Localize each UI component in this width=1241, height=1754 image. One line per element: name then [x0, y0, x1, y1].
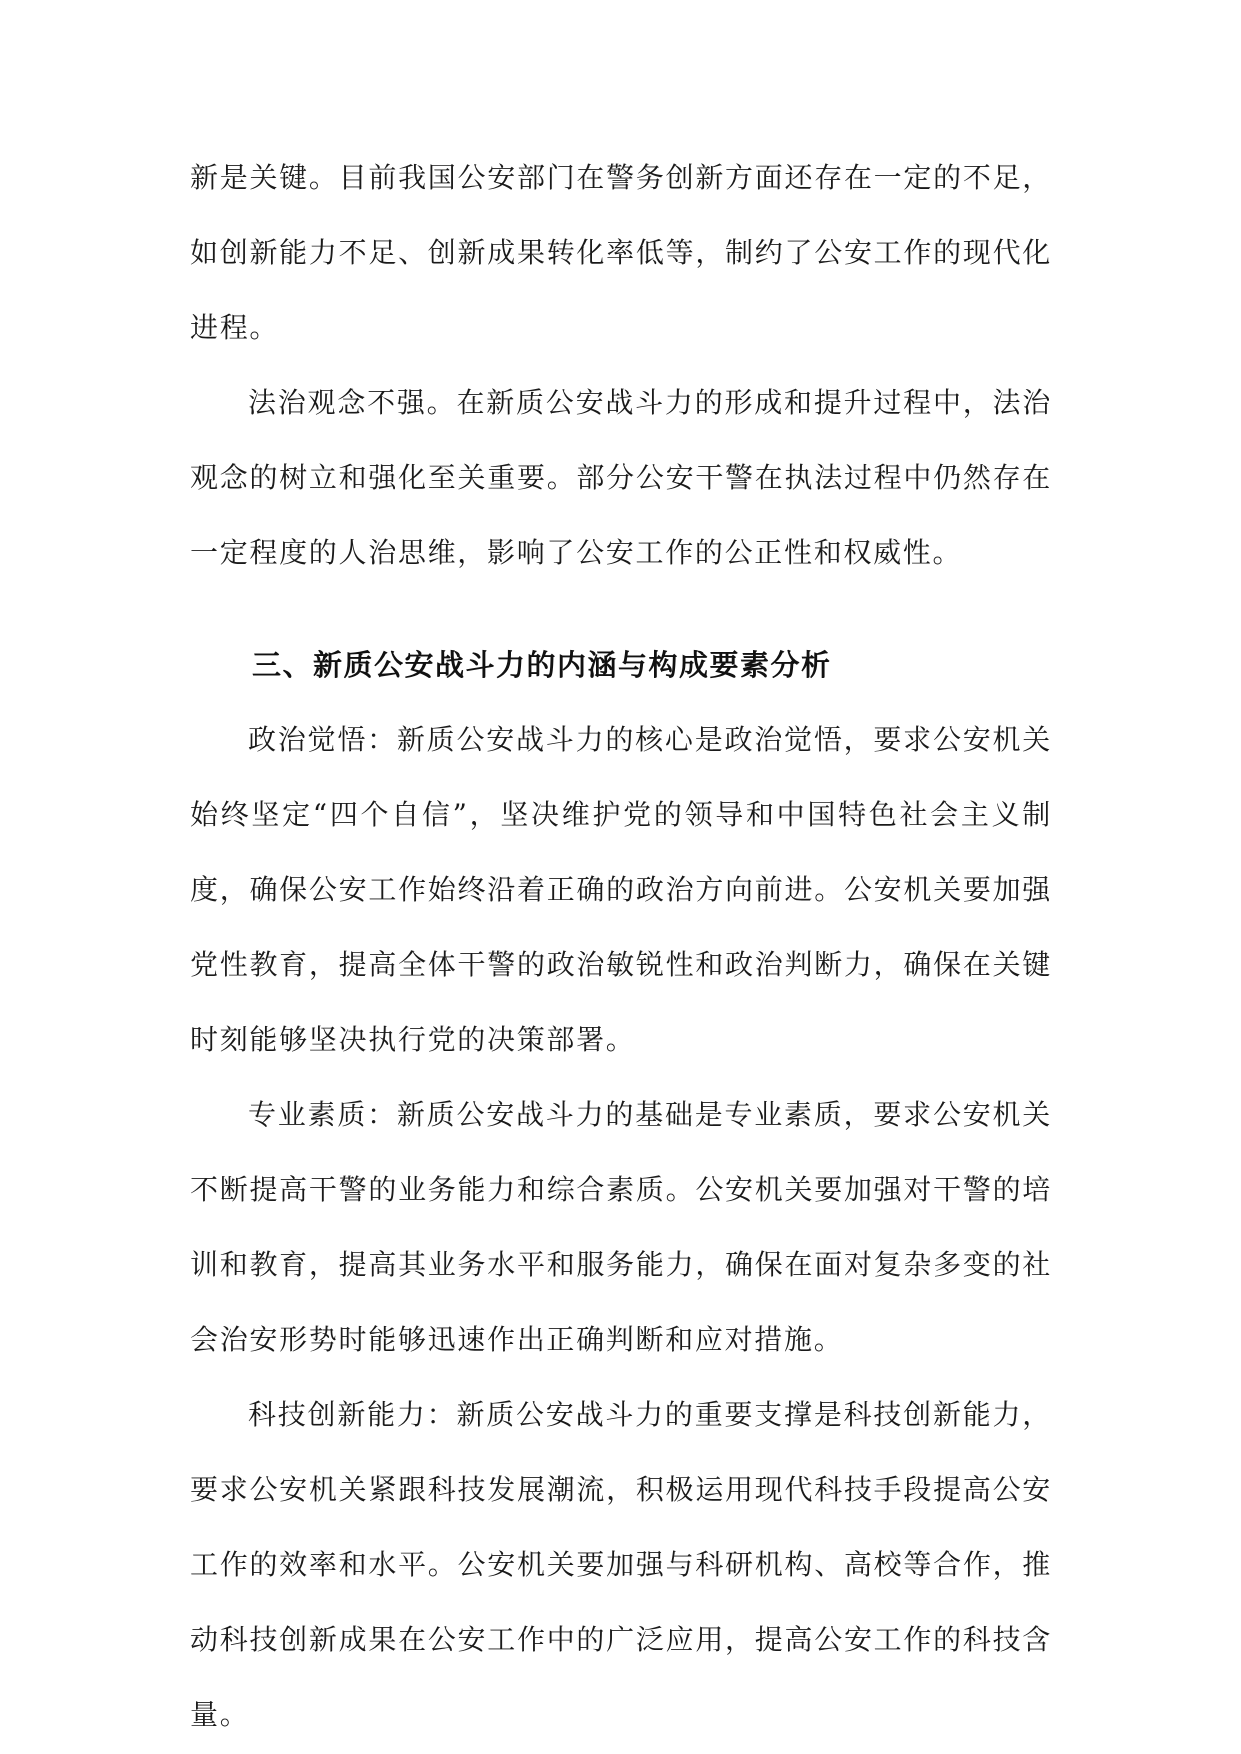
paragraph-political-awareness: 政治觉悟：新质公安战斗力的核心是政治觉悟，要求公安机关始终坚定“四个自信”，坚决维护党的领导和中国特色社会主义制度，确保公安工作始终沿着正确的政治方向前进。公安机关要加强党性教育，提高全体干警的政治敏锐性和政治判断力，确保在关键时刻能够坚决执行党的决策部署。: [190, 723, 1052, 1056]
paragraph-professional-quality: 专业素质：新质公安战斗力的基础是专业素质，要求公安机关不断提高干警的业务能力和综合素质。公安机关要加强对干警的培训和教育，提高其业务水平和服务能力，确保在面对复杂多变的社会治安形势时能够迅速作出正确判断和应对措施。: [190, 1098, 1052, 1356]
paragraph-tech-innovation: 科技创新能力：新质公安战斗力的重要支撑是科技创新能力，要求公安机关紧跟科技发展潮流，积极运用现代科技手段提高公安工作的效率和水平。公安机关要加强与科研机构、高校等合作，推动科技创新成果在公安工作中的广泛应用，提高公安工作的科技含量。: [190, 1398, 1052, 1731]
section-heading: 三、新质公安战斗力的内涵与构成要素分析: [252, 648, 832, 682]
paragraph-innovation-shortfall: 新是关键。目前我国公安部门在警务创新方面还存在一定的不足，如创新能力不足、创新成果转化率低等，制约了公安工作的现代化进程。: [190, 161, 1052, 344]
paragraph-rule-of-law: 法治观念不强。在新质公安战斗力的形成和提升过程中，法治观念的树立和强化至关重要。部分公安干警在执法过程中仍然存在一定程度的人治思维，影响了公安工作的公正性和权威性。: [190, 386, 1052, 569]
document-body: [190, 140, 1052, 1752]
